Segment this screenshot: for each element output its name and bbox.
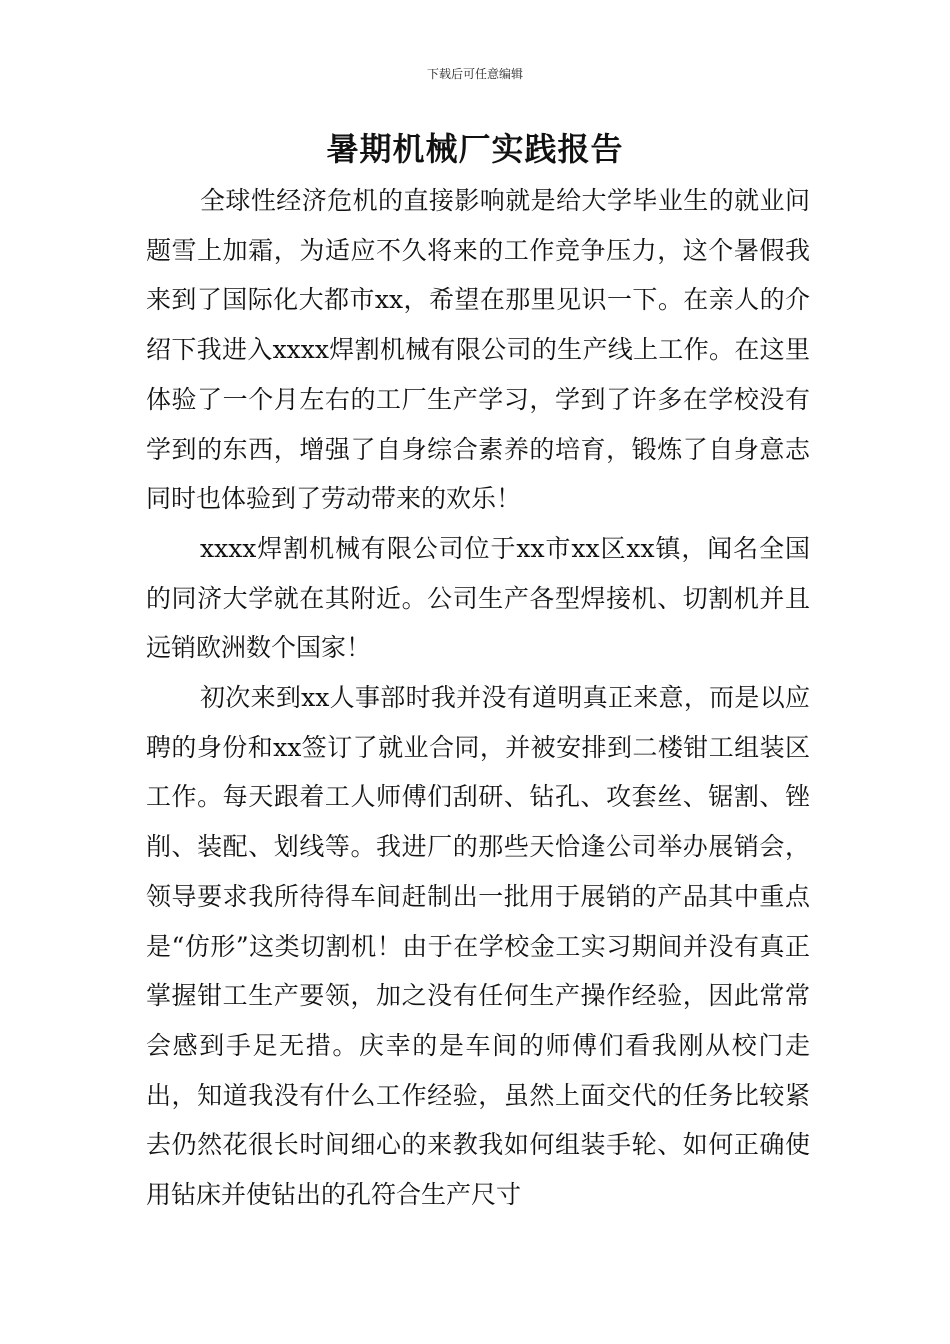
document-title: 暑期机械厂实践报告: [326, 130, 624, 168]
paragraph-work-experience: 初次来到xx人事部时我并没有道明真正来意，而是以应聘的身份和xx签订了就业合同，并被安排到二楼钳工组装区工作。每天跟着工人师傅们刮研、钻孔、攻套丝、锯割、锉削、装配、划线等。我进厂的那些天恰逢公司举办展销会，领导要求我所待得车间赶制出一批用于展销的产品其中重点是“仿形”这类切割机！由于在学校金工实习期间并没有真正掌握钳工生产要领，加之没有任何生产操作经验，因此常常会感到手足无措。庆幸的是车间的师傅们看我刚从校门走出，知道我没有什么工作经验，虽然上面交代的任务比较紧去仍然花很长时间细心的来教我如何组装手轮、如何正确使用钻床并使钻出的孔符合生产尺寸: [146, 683, 810, 1210]
body-text: [146, 176, 810, 1220]
paragraph-intro: 全球性经济危机的直接影响就是给大学毕业生的就业问题雪上加霜，为适应不久将来的工作竞争压力，这个暑假我来到了国际化大都市xx，希望在那里见识一下。在亲人的介绍下我进入xxxx焊割机械有限公司的生产线上工作。在这里体验了一个月左右的工厂生产学习，学到了许多在学校没有学到的东西，增强了自身综合素养的培育，锻炼了自身意志同时也体验到了劳动带来的欢乐！: [146, 186, 810, 514]
header-note: 下载后可任意编辑: [426, 67, 523, 81]
paragraph-company: xxxx焊割机械有限公司位于xx市xx区xx镇，闻名全国的同济大学就在其附近。公司生产各型焊接机、切割机并且远销欧洲数个国家！: [146, 533, 810, 663]
